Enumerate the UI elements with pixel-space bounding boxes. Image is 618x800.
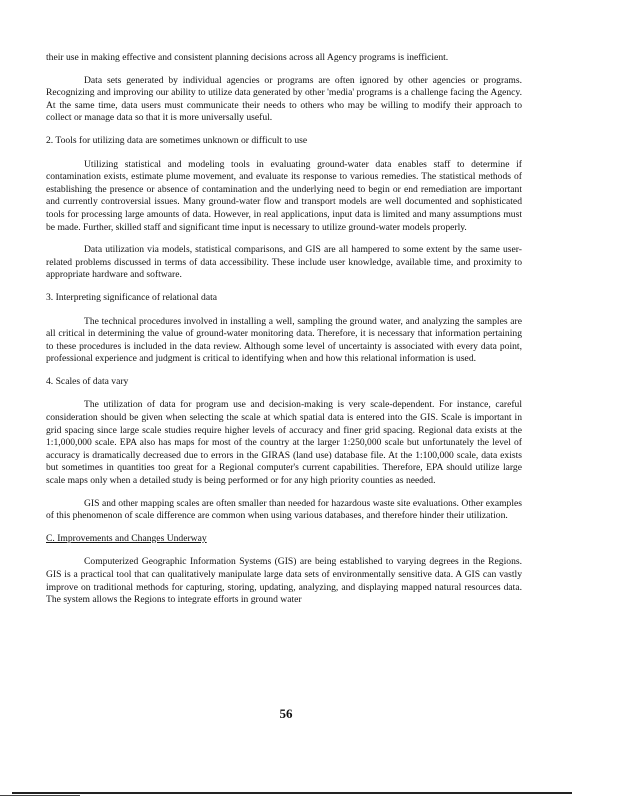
paragraph-scale-dependent: The utilization of data for program use and decision-making is very scale-dependent. For instance, careful consideration should be given when selecting the scale at which spatial data is entered into the GIS. Scale is important in grid spacing since large scale studies require higher levels of accuracy and finer grid spacing. Regional data exists at the 1:1,000,000 scale. EPA also has maps for most of the country at the larger 1:250,000 scale but unfortunately the level of accuracy is dramatically decreased due to errors in the GIRAS (land use) database file. At the 1:100,000 scale, data exists but sometimes in quantities too great for a Regional computer's current capabilities. Therefore, EPA should utilize large scale maps only when a detailed study is being performed or for any high priority counties as needed. <box>46 399 522 487</box>
heading-relational-data: 3. Interpreting significance of relational data <box>46 291 218 303</box>
document-page <box>46 52 522 617</box>
heading-improvements: C. Improvements and Changes Underway <box>46 532 207 544</box>
paragraph-data-sets: Data sets generated by individual agencies or programs are often ignored by other agencies or programs. Recognizing and improving our ability to utilize data generated by other 'media' programs is a challenge facing the Agency. At the same time, data users must communicate their needs to others who may be willing to modify their approach to collect or manage data so that it is more universally useful. <box>46 74 522 124</box>
paragraph-continuation: their use in making effective and consistent planning decisions across all Agency programs is inefficient. <box>46 52 449 63</box>
bottom-rule-secondary <box>0 795 80 796</box>
paragraph-data-utilization: Data utilization via models, statistical comparisons, and GIS are all hampered to some extent by the same user-related problems discussed in terms of data accessibility. These include user knowledge, available time, and proximity to appropriate hardware and software. <box>46 244 522 281</box>
heading-scales: 4. Scales of data vary <box>46 375 129 387</box>
paragraph-statistical-tools: Utilizing statistical and modeling tools in evaluating ground-water data enables staff to determine if contamination exists, estimate plume movement, and evaluate its response to various remedies. The statistical methods of establishing the presence or absence of contamination and the underlying need to begin or end remediation are important and currently controversial issues. Many ground-water flow and transport models are well documented and sophisticated tools for processing large amounts of data. However, in real applications, input data is limited and many assumptions must be made. Further, skilled staff and significant time input is necessary to utilize ground-water models properly. <box>46 158 522 233</box>
bottom-rule <box>12 792 572 794</box>
heading-tools: 2. Tools for utilizing data are sometimes unknown or difficult to use <box>46 134 308 146</box>
paragraph-gis-systems: Computerized Geographic Information Systems (GIS) are being established to varying degrees in the Regions. GIS is a practical tool that can qualitatively manipulate large data sets of environmentally sensitive data. A GIS can vastly improve on traditional methods for capturing, storing, updating, analyzing, and displaying mapped natural resources data. The system allows the Regions to integrate efforts in ground water <box>46 556 522 606</box>
paragraph-gis-scales: GIS and other mapping scales are often smaller than needed for hazardous waste site evaluations. Other examples of this phenomenon of scale difference are common when using various databases, and therefore hinder their utilization. <box>46 497 522 522</box>
paragraph-technical-procedures: The technical procedures involved in installing a well, sampling the ground water, and analyzing the samples are all critical in determining the value of ground-water monitoring data. Therefore, it is necessary that information pertaining to these procedures is included in the data review. Although some level of uncertainty is associated with every data point, professional experience and judgment is critical to identifying when and how this relational information is used. <box>46 315 522 365</box>
page-number: 56 <box>279 706 293 721</box>
